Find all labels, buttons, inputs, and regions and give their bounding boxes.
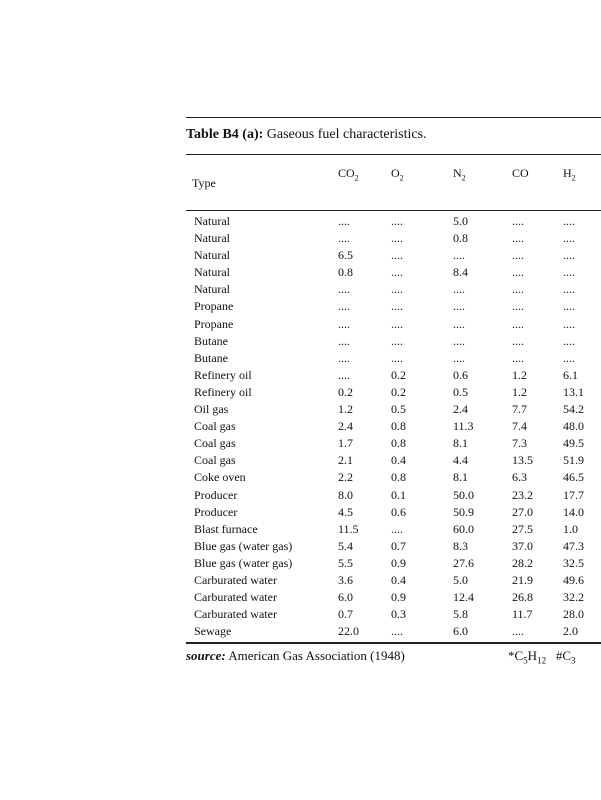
cell-h2: .... [563, 214, 575, 228]
footnote-a-sub1: 5 [523, 655, 528, 666]
cell-n2: 8.4 [453, 265, 468, 280]
cell-n2: 5.0 [453, 214, 468, 228]
column-header-o2-sub: 2 [399, 173, 404, 183]
table-row [0, 505, 601, 522]
column-header-n2-base: N [453, 166, 462, 180]
cell-o2: 0.7 [391, 538, 406, 553]
table-subheader-rule [186, 210, 601, 211]
cell-co: .... [512, 282, 524, 297]
cell-o2: .... [391, 521, 403, 536]
cell-h2: 1.0 [563, 521, 578, 536]
cell-h2: .... [563, 282, 575, 297]
cell-type: Propane [194, 299, 234, 314]
cell-type: Butane [194, 333, 228, 348]
cell-h2: 49.5 [563, 436, 584, 451]
cell-h2: .... [563, 316, 575, 331]
table-caption [186, 127, 427, 143]
column-header-o2 [391, 166, 404, 182]
table-row [0, 214, 601, 231]
cell-h2: .... [563, 333, 575, 348]
cell-type: Producer [194, 504, 238, 519]
cell-co2: 2.1 [338, 453, 353, 468]
cell-co2: .... [338, 214, 350, 228]
cell-co2: 6.5 [338, 248, 353, 263]
column-header-n2-sub: 2 [461, 173, 466, 183]
cell-type: Carburated water [194, 607, 277, 622]
column-header-h2-base: H [563, 166, 572, 180]
cell-o2: 0.4 [391, 572, 406, 587]
cell-o2: 0.2 [391, 367, 406, 382]
cell-o2: 0.4 [391, 453, 406, 468]
cell-n2: 0.8 [453, 231, 468, 246]
cell-n2: 5.0 [453, 572, 468, 587]
cell-co: 7.4 [512, 419, 527, 434]
table-row [0, 248, 601, 265]
cell-o2: 0.5 [391, 402, 406, 417]
table-row [0, 436, 601, 453]
footnote-b-sub: 3 [570, 655, 576, 666]
cell-o2: .... [391, 350, 403, 365]
cell-co: 6.3 [512, 470, 527, 485]
cell-n2: 12.4 [453, 590, 474, 605]
cell-type: Blue gas (water gas) [194, 555, 293, 570]
cell-o2: .... [391, 265, 403, 280]
cell-co2: 0.8 [338, 265, 353, 280]
cell-co2: .... [338, 367, 350, 382]
table-row [0, 385, 601, 402]
table-row [0, 317, 601, 334]
column-header-co [512, 166, 529, 182]
cell-o2: 0.2 [391, 384, 406, 399]
table-caption-label: Table B4 (a): [186, 127, 264, 142]
cell-type: Natural [194, 248, 230, 263]
table-row [0, 453, 601, 470]
cell-type: Carburated water [194, 590, 277, 605]
cell-h2: .... [563, 350, 575, 365]
cell-co: 27.0 [512, 504, 533, 519]
cell-type: Oil gas [194, 402, 229, 417]
footnote-a-base2: H [527, 648, 538, 663]
table-row [0, 402, 601, 419]
table-row [0, 419, 601, 436]
cell-n2: .... [453, 333, 465, 348]
cell-type: Coke oven [194, 470, 246, 485]
cell-n2: 60.0 [453, 521, 474, 536]
cell-co: 1.2 [512, 367, 527, 382]
cell-co: 37.0 [512, 538, 533, 553]
cell-co2: .... [338, 231, 350, 246]
cell-type: Coal gas [194, 419, 236, 434]
cell-co2: 2.4 [338, 419, 353, 434]
cell-n2: 6.0 [453, 624, 468, 639]
cell-co: 23.2 [512, 487, 533, 502]
cell-co2: 22.0 [338, 624, 359, 639]
cell-h2: .... [563, 248, 575, 263]
cell-type: Natural [194, 282, 230, 297]
cell-o2: .... [391, 316, 403, 331]
cell-type: Butane [194, 350, 228, 365]
cell-h2: 46.5 [563, 470, 584, 485]
cell-o2: .... [391, 282, 403, 297]
cell-h2: 32.5 [563, 555, 584, 570]
footnote-formulas [508, 648, 575, 666]
table-top-rule [186, 117, 601, 118]
table-row [0, 351, 601, 368]
cell-type: Natural [194, 265, 230, 280]
cell-h2: .... [563, 299, 575, 314]
cell-co2: 0.2 [338, 384, 353, 399]
cell-type: Blue gas (water gas) [194, 538, 293, 553]
table-row [0, 488, 601, 505]
column-header-co-base: CO [512, 166, 529, 180]
cell-co2: 5.4 [338, 538, 353, 553]
cell-h2: 2.0 [563, 624, 578, 639]
cell-co: 13.5 [512, 453, 533, 468]
cell-co: .... [512, 231, 524, 246]
table-row [0, 522, 601, 539]
cell-n2: 8.1 [453, 470, 468, 485]
cell-co: 11.7 [512, 607, 533, 622]
cell-co2: 4.5 [338, 504, 353, 519]
cell-co: .... [512, 265, 524, 280]
cell-n2: 0.5 [453, 384, 468, 399]
cell-n2: 50.9 [453, 504, 474, 519]
table-row [0, 231, 601, 248]
cell-h2: 13.1 [563, 384, 584, 399]
cell-o2: 0.9 [391, 555, 406, 570]
cell-type: Propane [194, 316, 234, 331]
cell-co2: .... [338, 282, 350, 297]
cell-h2: 48.0 [563, 419, 584, 434]
cell-co2: .... [338, 333, 350, 348]
cell-h2: 17.7 [563, 487, 584, 502]
cell-o2: 0.9 [391, 590, 406, 605]
cell-co: 21.9 [512, 572, 533, 587]
footnote-a-base: C [514, 648, 524, 663]
cell-co2: .... [338, 316, 350, 331]
cell-type: Refinery oil [194, 384, 252, 399]
cell-n2: 50.0 [453, 487, 474, 502]
source-text: American Gas Association (1948) [225, 648, 405, 663]
cell-type: Blast furnace [194, 521, 258, 536]
cell-type: Producer [194, 487, 238, 502]
cell-h2: 14.0 [563, 504, 584, 519]
cell-h2: 47.3 [563, 538, 584, 553]
source-note [186, 648, 405, 664]
cell-n2: 5.8 [453, 607, 468, 622]
cell-co: 7.7 [512, 402, 527, 417]
table-row [0, 299, 601, 316]
cell-o2: 0.8 [391, 419, 406, 434]
table-row [0, 334, 601, 351]
cell-h2: 32.2 [563, 590, 584, 605]
table-row [0, 539, 601, 556]
cell-h2: 49.6 [563, 572, 584, 587]
source-label: source: [186, 648, 226, 663]
cell-o2: .... [391, 299, 403, 314]
footnote-b-text: #C [555, 648, 571, 663]
cell-co: .... [512, 350, 524, 365]
cell-n2: .... [453, 316, 465, 331]
cell-co: .... [512, 248, 524, 263]
cell-o2: .... [391, 333, 403, 348]
cell-type: Sewage [194, 624, 232, 639]
cell-n2: .... [453, 282, 465, 297]
table-row [0, 265, 601, 282]
cell-o2: 0.8 [391, 436, 406, 451]
cell-h2: .... [563, 265, 575, 280]
cell-o2: .... [391, 231, 403, 246]
cell-n2: 8.1 [453, 436, 468, 451]
cell-type: Carburated water [194, 572, 277, 587]
cell-co: 28.2 [512, 555, 533, 570]
column-header-o2-base: O [391, 166, 400, 180]
table-row [0, 556, 601, 573]
column-header-type: Type [192, 176, 216, 190]
cell-co2: 8.0 [338, 487, 353, 502]
cell-o2: .... [391, 248, 403, 263]
cell-co2: 6.0 [338, 590, 353, 605]
cell-n2: 4.4 [453, 453, 468, 468]
cell-co: .... [512, 214, 524, 228]
cell-h2: 28.0 [563, 607, 584, 622]
cell-co2: 5.5 [338, 555, 353, 570]
cell-co2: .... [338, 350, 350, 365]
cell-n2: 2.4 [453, 402, 468, 417]
cell-h2: .... [563, 231, 575, 246]
cell-co2: .... [338, 299, 350, 314]
cell-co: 27.5 [512, 521, 533, 536]
cell-co: .... [512, 299, 524, 314]
cell-o2: .... [391, 624, 403, 639]
cell-co: .... [512, 333, 524, 348]
cell-co: 1.2 [512, 384, 527, 399]
table-row [0, 470, 601, 487]
cell-type: Refinery oil [194, 367, 252, 382]
table-row [0, 573, 601, 590]
cell-n2: 27.6 [453, 555, 474, 570]
cell-co: .... [512, 316, 524, 331]
column-header-h2-sub: 2 [571, 173, 576, 183]
cell-co2: 0.7 [338, 607, 353, 622]
cell-type: Natural [194, 231, 230, 246]
cell-type: Coal gas [194, 453, 236, 468]
cell-n2: 0.6 [453, 367, 468, 382]
cell-type: Coal gas [194, 436, 236, 451]
table-bottom-rule [186, 642, 601, 644]
column-header-co2-base: CO [338, 166, 355, 180]
cell-h2: 54.2 [563, 402, 584, 417]
column-header-n2 [453, 166, 466, 182]
cell-co2: 3.6 [338, 572, 353, 587]
footnote-a-sub2: 12 [537, 655, 547, 666]
cell-co2: 2.2 [338, 470, 353, 485]
cell-o2: 0.3 [391, 607, 406, 622]
column-header-h2 [563, 166, 576, 182]
cell-o2: 0.1 [391, 487, 406, 502]
table-body [0, 214, 601, 641]
cell-co: 26.8 [512, 590, 533, 605]
cell-o2: 0.6 [391, 504, 406, 519]
cell-n2: 8.3 [453, 538, 468, 553]
cell-h2: 6.1 [563, 367, 578, 382]
table-row [0, 282, 601, 299]
footnote-mark: * [508, 648, 515, 663]
cell-n2: 11.3 [453, 419, 474, 434]
table-caption-text: Gaseous fuel characteristics. [263, 127, 427, 142]
cell-co: .... [512, 624, 524, 639]
cell-n2: .... [453, 299, 465, 314]
cell-h2: 51.9 [563, 453, 584, 468]
cell-n2: .... [453, 248, 465, 263]
column-header-co2 [338, 166, 359, 182]
cell-o2: 0.8 [391, 470, 406, 485]
table-row [0, 368, 601, 385]
cell-co: 7.3 [512, 436, 527, 451]
table-row [0, 607, 601, 624]
cell-co2: 1.7 [338, 436, 353, 451]
cell-o2: .... [391, 214, 403, 228]
table-row [0, 624, 601, 641]
cell-n2: .... [453, 350, 465, 365]
cell-type: Natural [194, 214, 230, 228]
cell-co2: 1.2 [338, 402, 353, 417]
table-header-rule [186, 154, 601, 155]
table-row [0, 590, 601, 607]
column-header-co2-sub: 2 [354, 173, 359, 183]
cell-co2: 11.5 [338, 521, 359, 536]
